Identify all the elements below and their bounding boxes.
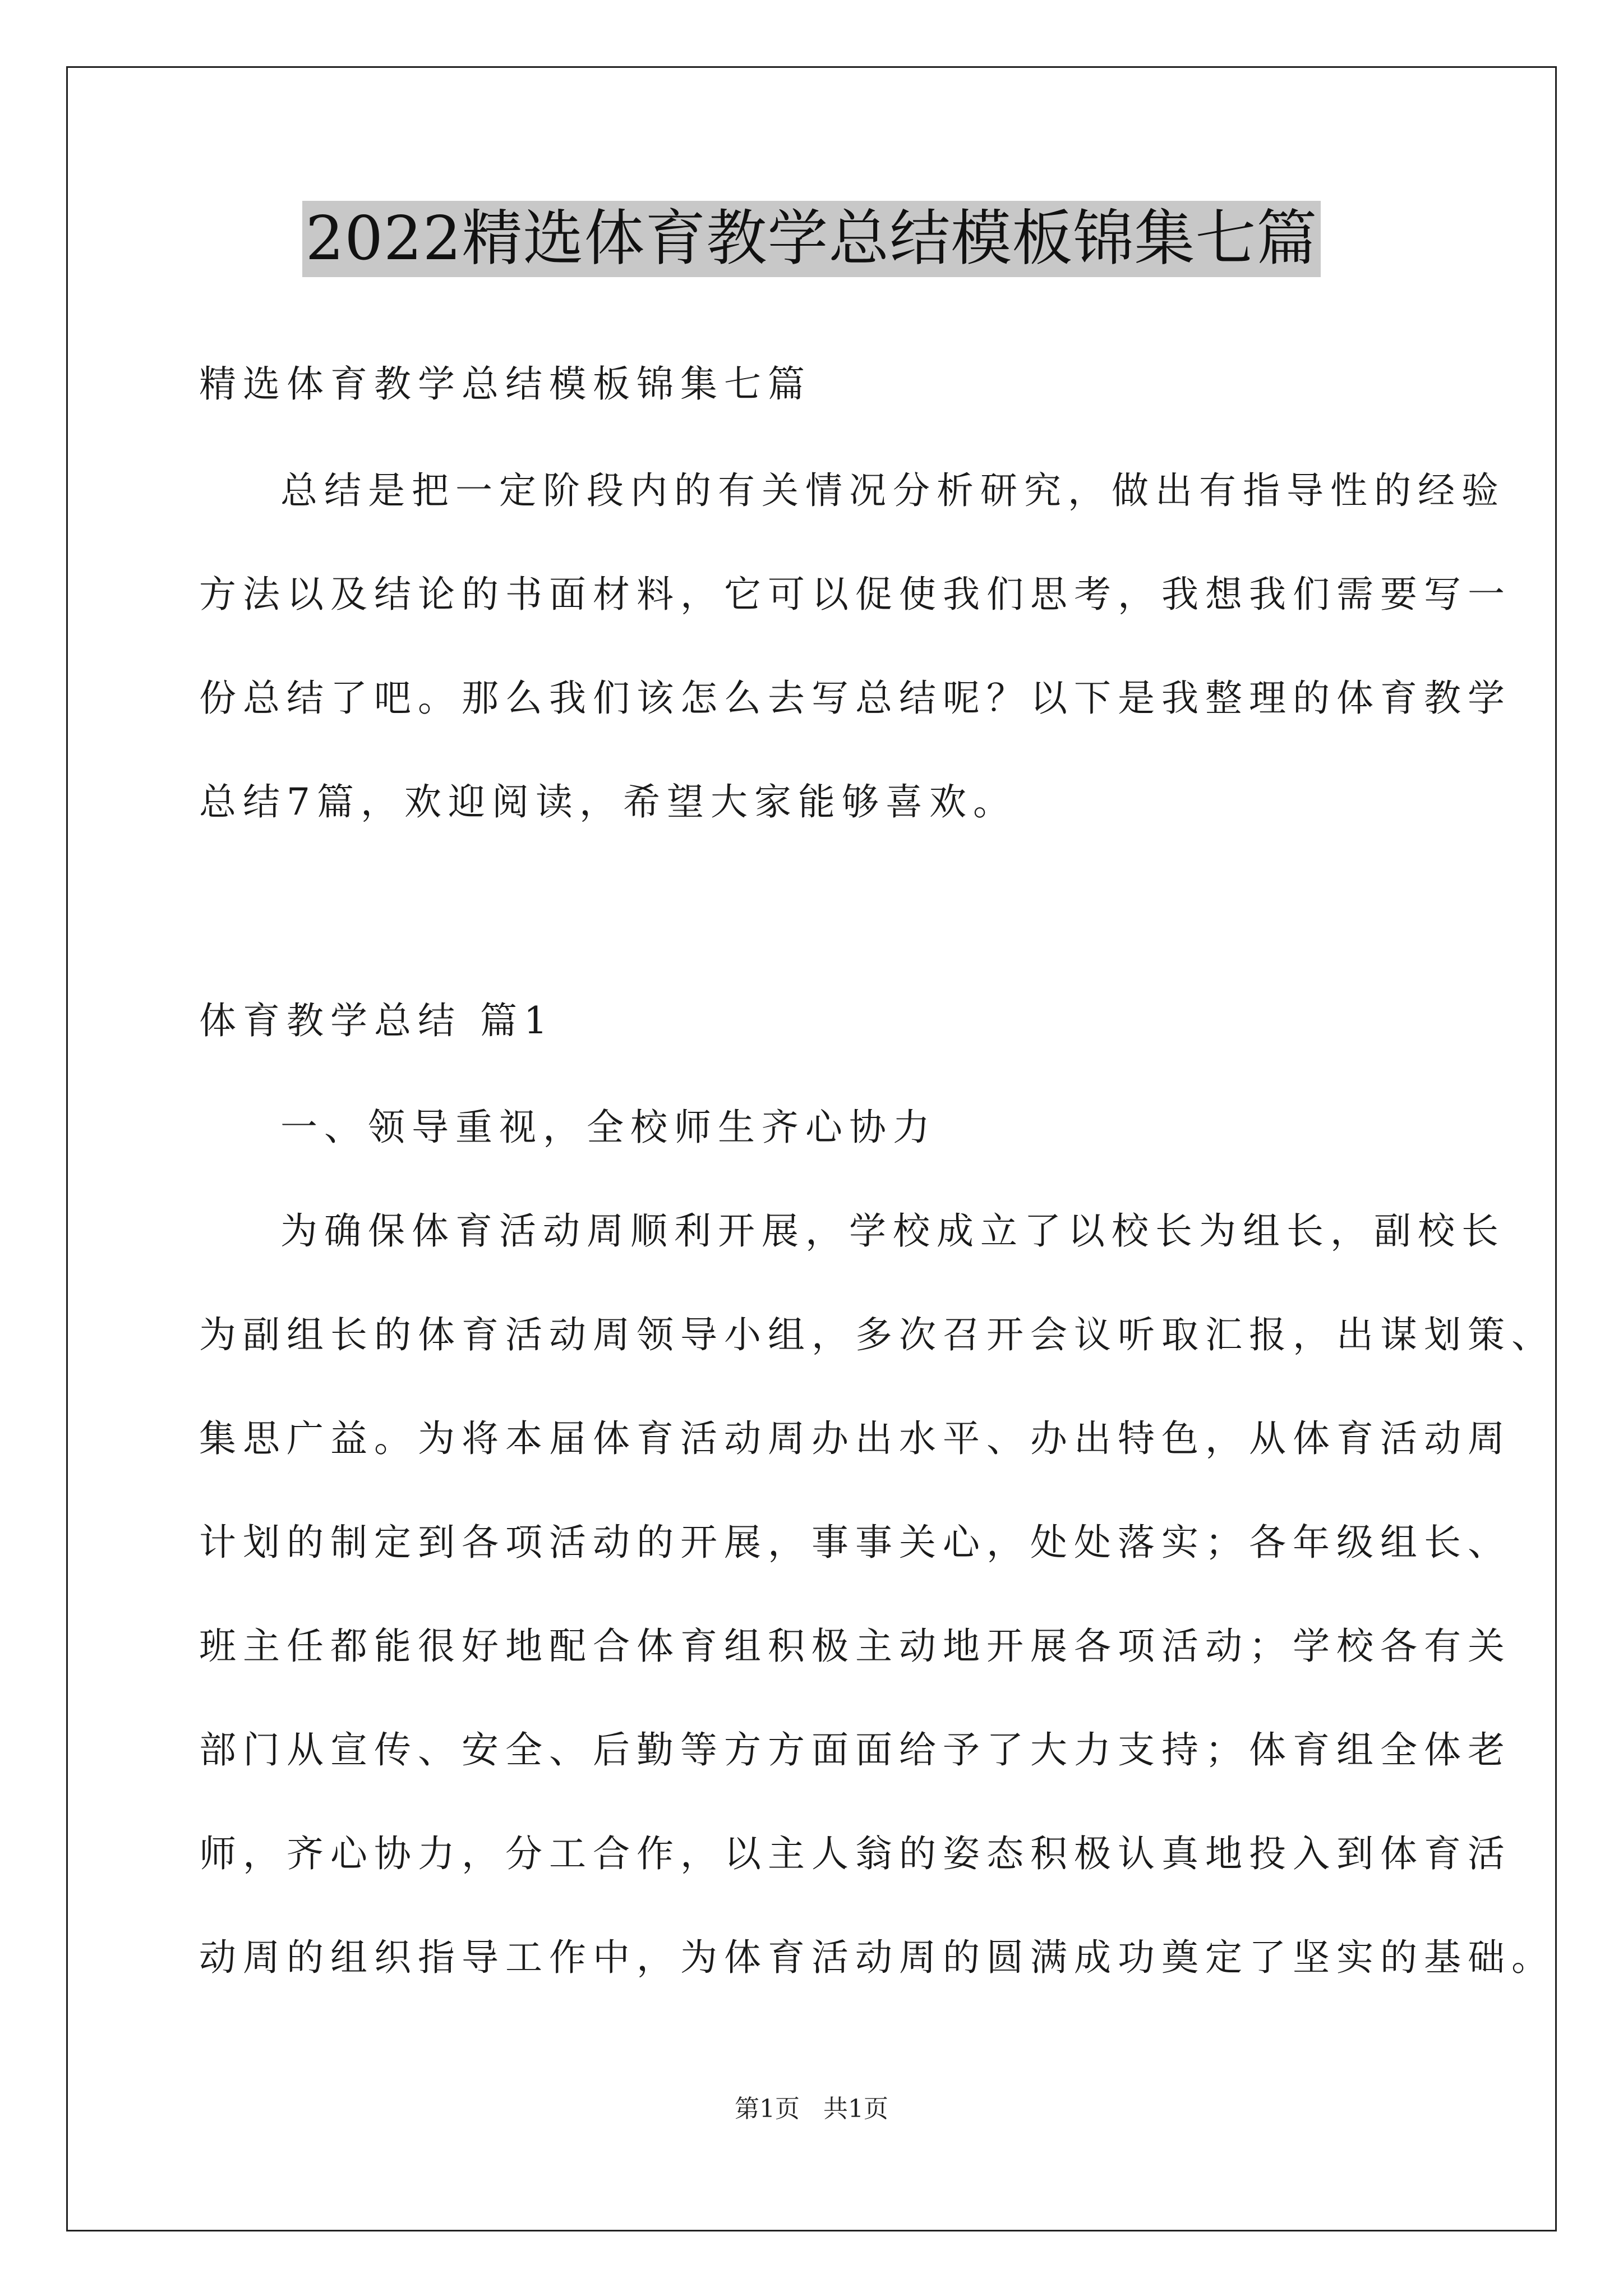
intro-line: 总结7篇，欢迎阅读，希望大家能够喜欢。 — [199, 780, 1017, 823]
page-footer — [0, 2092, 1623, 2126]
section-heading: 体育教学总结 篇1 — [199, 999, 554, 1042]
body-line: 集思广益。为将本届体育活动周办出水平、办出特色，从体育活动周 — [199, 1417, 1511, 1460]
body-line: 计划的制定到各项活动的开展，事事关心，处处落实；各年级组长、 — [199, 1521, 1511, 1564]
body-line: 动周的组织指导工作中，为体育活动周的圆满成功奠定了坚实的基础。 — [199, 1936, 1555, 1979]
point-heading: 一、领导重视，全校师生齐心协力 — [280, 1106, 937, 1149]
document-subtitle: 精选体育教学总结模板锦集七篇 — [199, 362, 811, 406]
document-title: 2022精选体育教学总结模板锦集七篇 — [302, 201, 1321, 277]
body-line: 师，齐心协力，分工合作，以主人翁的姿态积极认真地投入到体育活 — [199, 1832, 1511, 1875]
intro-line: 方法以及结论的书面材料，它可以促使我们思考，我想我们需要写一 — [199, 573, 1511, 616]
intro-line: 总结是把一定阶段内的有关情况分析研究，做出有指导性的经验 — [280, 469, 1505, 512]
title-container — [0, 201, 1623, 277]
total-pages: 共1页 — [823, 2095, 888, 2123]
body-line: 部门从宣传、安全、后勤等方方面面给予了大力支持；体育组全体老 — [199, 1728, 1511, 1772]
body-line: 为确保体育活动周顺利开展，学校成立了以校长为组长，副校长 — [280, 1209, 1505, 1253]
body-line: 班主任都能很好地配合体育组积极主动地开展各项活动；学校各有关 — [199, 1625, 1511, 1668]
body-line: 为副组长的体育活动周领导小组，多次召开会议听取汇报，出谋划策、 — [199, 1313, 1555, 1356]
page-number: 第1页 — [735, 2095, 800, 2123]
intro-line: 份总结了吧。那么我们该怎么去写总结呢？以下是我整理的体育教学 — [199, 677, 1511, 720]
